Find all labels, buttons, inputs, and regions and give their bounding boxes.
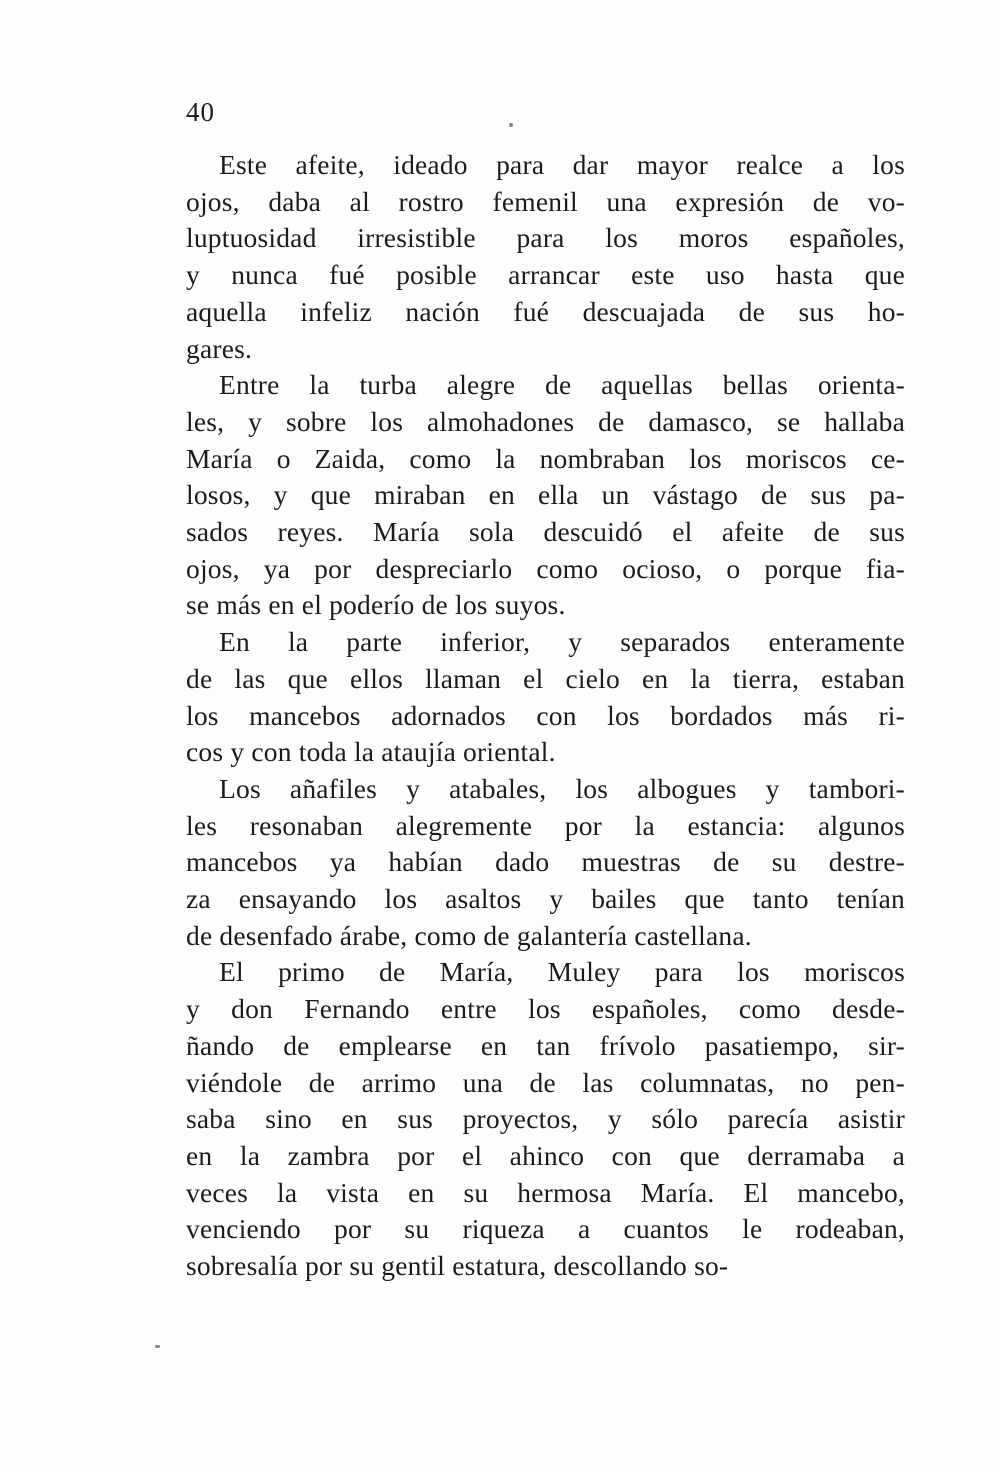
text-line: los mancebos adornados con los bordados más ri- <box>186 699 905 731</box>
text-line: Este afeite, ideado para dar mayor realce a los <box>219 149 905 180</box>
text-line: ojos, daba al rostro femenil una expresión de vo- <box>186 185 905 217</box>
paragraph <box>186 367 905 624</box>
text-line: les, y sobre los almohadones de damasco, se hallaba <box>186 405 905 437</box>
page-text <box>186 147 905 1285</box>
text-line: les resonaban alegremente por la estancia: algunos <box>186 809 905 841</box>
text-line: mancebos ya habían dado muestras de su destre- <box>186 846 905 878</box>
scan-artifact-dot <box>509 123 513 127</box>
text-line: luptuosidad irresistible para los moros españoles, <box>186 222 905 254</box>
text-line: aquella infeliz nación fué descuajada de sus ho- <box>186 295 905 327</box>
text-line: sobresalía por su gentil estatura, descollando so- <box>186 1250 729 1282</box>
paragraph <box>186 771 905 955</box>
paragraph <box>186 954 905 1284</box>
text-line: Entre la turba alegre de aquellas bellas orienta- <box>219 369 905 401</box>
text-line: El primo de María, Muley para los moriscos <box>219 956 905 988</box>
text-line: ojos, ya por despreciarlo como ocioso, o porque fia- <box>186 552 905 584</box>
text-line: En la parte inferior, y separados enteramente <box>219 626 905 658</box>
text-line: viéndole de arrimo una de las columnatas, no pen- <box>186 1066 905 1098</box>
text-line: de desenfado árabe, como de galantería castellana. <box>186 919 752 951</box>
text-line: saba sino en sus proyectos, y sólo parecía asistir <box>186 1103 905 1135</box>
text-line: ñando de emplearse en tan frívolo pasatiempo, sir- <box>186 1029 905 1061</box>
text-line: Los añafiles y atabales, los albogues y tambori- <box>219 772 905 804</box>
text-line: cos y con toda la ataujía oriental. <box>186 736 556 768</box>
paragraph <box>186 147 905 367</box>
text-line: za ensayando los asaltos y bailes que tanto tenían <box>186 883 905 915</box>
text-line: en la zambra por el ahinco con que derramaba a <box>186 1139 905 1171</box>
text-line: veces la vista en su hermosa María. El mancebo, <box>186 1176 905 1208</box>
text-line: y nunca fué posible arrancar este uso hasta que <box>186 259 905 291</box>
text-line: sados reyes. María sola descuidó el afeite de sus <box>186 516 905 548</box>
page-number: 40 <box>186 97 215 127</box>
text-line: y don Fernando entre los españoles, como desde- <box>186 993 905 1025</box>
text-line: se más en el poderío de los suyos. <box>186 589 566 621</box>
text-line: losos, y que miraban en ella un vástago de sus pa- <box>186 479 905 511</box>
text-line: de las que ellos llaman el cielo en la tierra, estaban <box>186 662 905 694</box>
text-line: María o Zaida, como la nombraban los moriscos ce- <box>186 442 905 474</box>
text-line: gares. <box>186 332 253 364</box>
text-line: venciendo por su riqueza a cuantos le rodeaban, <box>186 1213 905 1245</box>
scan-artifact-dot <box>155 1345 160 1348</box>
paragraph <box>186 624 905 771</box>
